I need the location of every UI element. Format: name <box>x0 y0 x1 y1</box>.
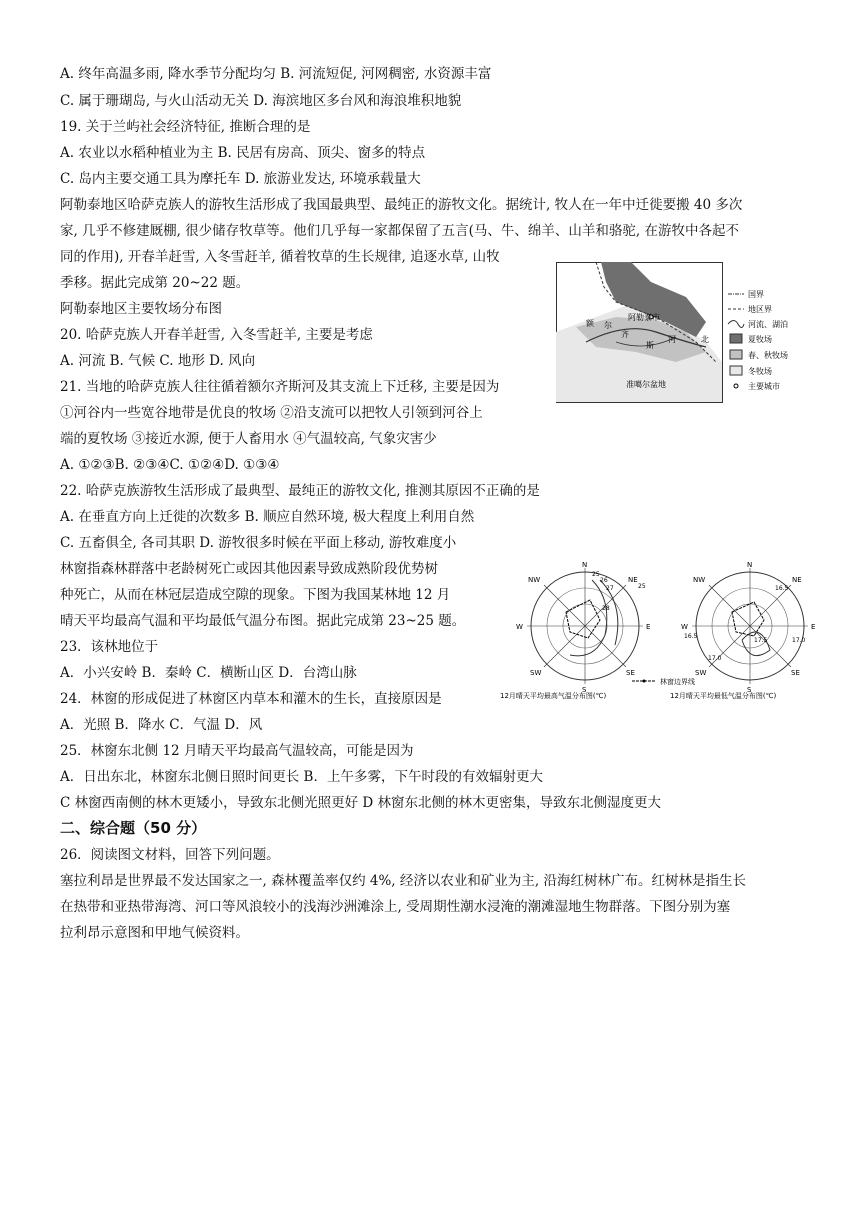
svg-text:E: E <box>646 623 651 631</box>
gap-boundary <box>732 602 764 636</box>
svg-text:W: W <box>681 623 688 631</box>
passage-line: 季移。据此完成第 20~22 题。 <box>60 275 250 291</box>
river-char: 齐 <box>621 330 629 339</box>
diagram-caption: 12月晴天平均最低气温分布图(℃) <box>670 692 777 700</box>
statement-line: 端的夏牧场 ③接近水源, 便于人畜用水 ④气温较高, 气象灾害少 <box>60 431 437 447</box>
option-line: A. 在垂直方向上迁徙的次数多 B. 顺应自然环境, 极大程度上利用自然 <box>60 509 475 525</box>
map-legend <box>728 290 788 391</box>
svg-text:28: 28 <box>602 605 610 612</box>
svg-text:NW: NW <box>693 576 706 584</box>
section-heading: 二、综合题（50 分） <box>60 819 207 837</box>
svg-text:N: N <box>582 561 588 569</box>
question-23: 23．该林地位于 <box>60 639 159 655</box>
option-line: A. 终年高温多雨, 降水季节分配均匀 B. 河流短促, 河网稠密, 水资源丰富 <box>60 66 492 82</box>
option-line: A. 河流 B. 气候 C. 地形 D. 风向 <box>60 353 256 369</box>
option-line: A．日出东北，林窗东北侧日照时间更长 B．上午多雾，下午时段的有效辐射更大 <box>60 769 543 785</box>
svg-text:NE: NE <box>628 576 638 584</box>
option-line: C. 岛内主要交通工具为摩托车 D. 旅游业发达, 环境承载量大 <box>60 171 421 187</box>
river-char: 斯 <box>646 341 654 350</box>
svg-text:NE: NE <box>792 576 802 584</box>
passage-line: 同的作用), 开春羊赶雪, 入冬雪赶羊, 循着牧草的生长规律, 追逐水草, 山牧 <box>60 249 500 265</box>
question-19: 19. 关于兰屿社会经济特征, 推断合理的是 <box>60 119 311 135</box>
question-20: 20. 哈萨克族人开春羊赶雪, 入冬雪赶羊, 主要是考虑 <box>60 327 373 343</box>
option-line: A. 农业以水稻种植业为主 B. 民居有房高、顶尖、窗多的特点 <box>60 145 426 161</box>
option-line: C 林窗西南侧的林木更矮小，导致东北侧光照更好 D 林窗东北侧的林木更密集，导致东北侧湿度更大 <box>60 795 662 811</box>
option-line: A．小兴安岭 B．秦岭 C．横断山区 D．台湾山脉 <box>60 665 357 681</box>
svg-text:S: S <box>747 686 752 694</box>
river-char: 尔 <box>604 321 612 330</box>
svg-text:16.5: 16.5 <box>775 585 789 592</box>
passage-line: 阿勒泰地区哈萨克族人的游牧生活形成了我国最典型、最纯正的游牧文化。据统计, 牧人在一年中迁徙要搬 40 多次 <box>60 197 743 213</box>
svg-text:16.5: 16.5 <box>684 633 698 640</box>
diagram-caption: 12月晴天平均最高气温分布图(℃) <box>500 692 607 700</box>
svg-text:SE: SE <box>626 669 635 677</box>
figure-title: 阿勒泰地区主要牧场分布图 <box>60 301 222 317</box>
svg-text:27: 27 <box>606 585 614 592</box>
passage-line: 在热带和亚热带海湾、河口等风浪较小的浅海沙洲滩涂上, 受周期性潮水浸淹的潮滩湿地生物群落。下图分别为塞 <box>60 899 731 915</box>
svg-text:SE: SE <box>791 669 800 677</box>
svg-text:夏牧场: 夏牧场 <box>748 335 772 344</box>
city-label: 阿勒泰市 <box>628 313 660 322</box>
option-line: A. ①②③B. ②③④C. ①②④D. ①③④ <box>60 457 280 473</box>
svg-text:NW: NW <box>528 576 541 584</box>
svg-text:N: N <box>747 561 753 569</box>
passage-line: 塞拉利昂是世界最不发达国家之一, 森林覆盖率仅约 4%, 经济以农业和矿业为主, 沿海红树林广布。红树林是指生长 <box>60 873 746 889</box>
question-25: 25．林窗东北侧 12 月晴天平均最高气温较高，可能是因为 <box>60 743 414 759</box>
svg-text:SW: SW <box>530 669 542 677</box>
option-line: C. 五畜俱全, 各司其职 D. 游牧很多时候在平面上移动, 游牧难度小 <box>60 535 457 551</box>
svg-text:林窗边界线: 林窗边界线 <box>660 678 695 686</box>
option-line: C. 属于珊瑚岛, 与火山活动无关 D. 海滨地区多台风和海浪堆积地貌 <box>60 93 462 109</box>
svg-text:春、秋牧场: 春、秋牧场 <box>748 351 788 360</box>
svg-text:地区界: 地区界 <box>748 305 772 314</box>
svg-text:S: S <box>582 686 587 694</box>
question-22: 22. 哈萨克族游牧生活形成了最典型、最纯正的游牧文化, 推测其原因不正确的是 <box>60 483 540 499</box>
basin-label: 准噶尔盆地 <box>626 380 666 389</box>
svg-text:冬牧场: 冬牧场 <box>748 367 772 376</box>
gap-boundary <box>566 600 600 638</box>
svg-text:25: 25 <box>592 571 600 578</box>
svg-text:17.5: 17.5 <box>754 637 768 644</box>
svg-text:17.0: 17.0 <box>792 637 806 644</box>
option-line: A．光照 B．降水 C．气温 D．风 <box>60 717 263 733</box>
pasture-map <box>556 262 796 403</box>
svg-text:E: E <box>811 623 816 631</box>
question-21: 21. 当地的哈萨克族人往往循着额尔齐斯河及其支流上下迁移, 主要是因为 <box>60 379 500 395</box>
svg-text:26: 26 <box>600 577 608 584</box>
question-26: 26．阅读图文材料，回答下列问题。 <box>60 847 280 863</box>
passage-line: 拉利昂示意图和甲地气候资料。 <box>60 925 249 941</box>
svg-text:W: W <box>516 623 523 631</box>
river-char: 额 <box>586 319 594 328</box>
svg-text:主要城市: 主要城市 <box>748 382 780 391</box>
passage-line: 种死亡，从而在林冠层造成空隙的现象。下图为我国某林地 12 月 <box>60 587 451 603</box>
svg-text:25: 25 <box>638 583 646 590</box>
svg-text:SW: SW <box>695 669 707 677</box>
passage-line: 林窗指森林群落中老龄树死亡或因其他因素导致成熟阶段优势树 <box>60 561 438 577</box>
svg-text:17.0: 17.0 <box>708 655 722 662</box>
river-char: 河 <box>668 335 676 344</box>
passage-line: 晴天平均最高气温和平均最低气温分布图。据此完成第 23~25 题。 <box>60 613 466 629</box>
passage-line: 家, 几乎不修建厩棚, 很少储存牧草等。他们几乎每一家都保留了五言(马、牛、绵羊、山羊和骆驼, 在游牧中各起不 <box>60 223 740 239</box>
statement-line: ①河谷内一些宽谷地带是优良的牧场 ②沿支流可以把牧人引领到河谷上 <box>60 405 483 421</box>
svg-text:国界: 国界 <box>748 290 764 299</box>
question-24: 24．林窗的形成促进了林窗区内草本和灌木的生长，直接原因是 <box>60 691 442 707</box>
rose-legend <box>630 675 710 687</box>
river-char: 北 <box>701 335 709 344</box>
svg-text:河流、湖泊: 河流、湖泊 <box>748 320 788 329</box>
